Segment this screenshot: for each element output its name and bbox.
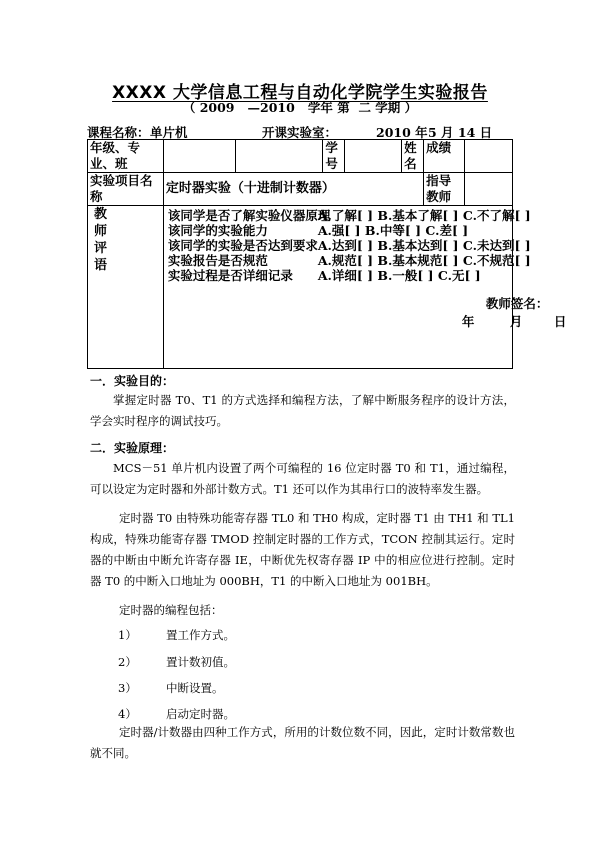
- purpose-paragraph: 掌握定时器 T0、T1 的方式选择和编程方法，了解中断服务程序的设计方法，学会实时程序的调试技巧。: [90, 393, 515, 428]
- criterion-options[interactable]: A.详细[ ] B.一般[ ] C.无[ ]: [317, 268, 481, 283]
- project-label: 实验项目名称: [88, 173, 164, 206]
- project-value: 定时器实验（十进制计数器）: [163, 173, 423, 206]
- criterion-options[interactable]: A.规范[ ] B.基本规范[ ] C.不规范[ ]: [317, 253, 531, 268]
- score-label: 成绩: [424, 140, 465, 173]
- student-id-label: 学号: [323, 140, 345, 173]
- advisor-label: 指导教师: [424, 173, 465, 206]
- signature-year: 年: [461, 314, 475, 329]
- principle-paragraph-1: MCS－51 单片机内设置了两个可编程的 16 位定时器 T0 和 T1，通过编程，可以设定为定时器和外部计数方式。T1 还可以作为其串行口的波特率发生器。: [90, 461, 515, 496]
- step-number: 2）: [118, 655, 137, 669]
- name-label: 姓名: [402, 140, 424, 173]
- criterion-options[interactable]: A.强[ ] B.中等[ ] C.差[ ]: [317, 223, 469, 238]
- closing-paragraph: 定时器/计数器由四种工作方式，所用的计数位数不同，因此，定时计数常数也就不同。: [90, 725, 515, 760]
- principle-paragraph-2: 定时器 T0 由特殊功能寄存器 TL0 和 TH0 构成，定时器 T1 由 TH1 和 TL1 构成，特殊功能寄存器 TMOD 控制定时器的工作方式，TCON 控制其运行。定时器的中断由中断允许寄存器 IE，中断优先权寄存器 IP 中的相应位进行控制。定时器 T0 的中断入口地址为 000BH，T1 的中断入口地址为 001BH。: [90, 511, 515, 588]
- criterion-question: 实验报告是否规范: [167, 253, 268, 268]
- report-header-table: [87, 139, 567, 369]
- course-value: 单片机: [150, 125, 188, 140]
- lab-label: 开课实验室：: [262, 125, 338, 140]
- review-area: [163, 206, 567, 369]
- step-number: 4）: [118, 707, 137, 721]
- step-text: 启动定时器。: [166, 707, 235, 721]
- step-text: 置工作方式。: [166, 628, 235, 642]
- grade-value-cell[interactable]: [163, 140, 235, 173]
- section-heading-principle: 二．实验原理：: [90, 441, 175, 455]
- criterion-question: 实验过程是否详细记录: [167, 268, 293, 283]
- step-number: 3）: [118, 681, 137, 695]
- date-month-day: 5 月 14 日: [428, 125, 493, 140]
- term-line: （ 2009 —2010 学年 第 二 学期 ）: [182, 100, 418, 115]
- blank-cell: [235, 140, 323, 173]
- section-heading-purpose: 一．实验目的：: [90, 374, 175, 388]
- programming-intro: 定时器的编程包括：: [119, 603, 223, 617]
- advisor-cell[interactable]: [465, 173, 513, 206]
- review-label: 教师评语: [94, 207, 108, 273]
- step-text: 置计数初值。: [166, 655, 235, 669]
- step-number: 1）: [118, 628, 137, 642]
- date-year: 2010 年: [376, 125, 428, 140]
- criterion-question: 该同学的实验是否达到要求: [167, 238, 318, 253]
- signature-month: 月: [509, 314, 523, 329]
- criterion-options[interactable]: A.达到[ ] B.基本达到[ ] C.未达到[ ]: [317, 238, 531, 253]
- criterion-question: 该同学是否了解实验仪器原理: [167, 208, 331, 223]
- teacher-signature-label: 教师签名：: [485, 296, 549, 311]
- student-id-cell[interactable]: [345, 140, 402, 173]
- signature-day: 日: [553, 314, 567, 329]
- course-label: 课程名称：: [87, 125, 150, 140]
- criterion-options[interactable]: A.了解[ ] B.基本了解[ ] C.不了解[ ]: [317, 208, 531, 223]
- report-title: XXXX 大学信息工程与自动化学院学生实验报告: [112, 83, 488, 103]
- criterion-question: 该同学的实验能力: [167, 223, 268, 238]
- step-text: 中断设置。: [166, 681, 224, 695]
- score-cell[interactable]: [465, 140, 513, 173]
- grade-major-class-label: 年级、专业、班: [88, 140, 164, 173]
- review-label-cell: [88, 206, 164, 369]
